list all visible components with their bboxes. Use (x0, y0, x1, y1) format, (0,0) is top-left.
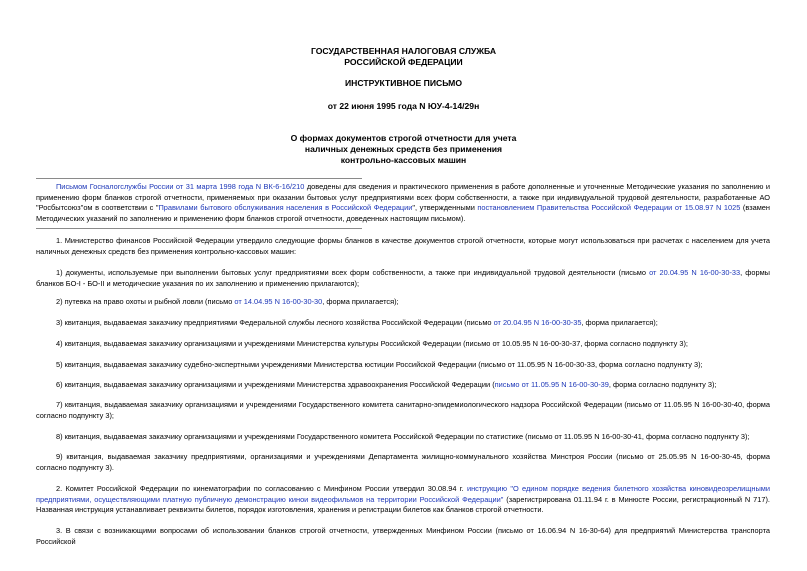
editorial-note (36, 182, 770, 224)
item-1-link[interactable]: от 20.04.95 N 16-00-30-33 (649, 268, 741, 277)
paragraph-item-8: 8) квитанция, выдаваемая заказчику организациями и учреждениями Государственного комитета Российской Федерации по статистике (письмо от 11.05.95 N 16-00-30-41, форма согласно подпункту 3); (56, 432, 750, 441)
paragraph-item-5: 5) квитанция, выдаваемая заказчику судебно-экспертными учреждениями Министерства юстиции Российской Федерации (письмо от 11.05.95 N 16-00-30-33, форма согласно подпункту 3); (56, 360, 703, 369)
agency-name (0, 46, 807, 68)
paragraph-item-3 (36, 318, 770, 329)
item-6-link[interactable]: письмо от 11.05.95 N 16-00-30-39 (494, 380, 609, 389)
note-text-1: доведены для сведения и практического применения в работе дополненные и уточненные Методические указания по заполнению и применению форм бланков строгой отчетности, применяемых при оказании бытовых услуг предприятиями всех форм собственности, а также при индивидуальной трудовой деятельности, разработанные АО "Росбытсоюз"ом в соответствии с " (36, 182, 770, 213)
paragraph-item-1 (36, 268, 770, 289)
item-6-text-a: 6) квитанция, выдаваемая заказчику организациями и учреждениями Министерства здравоохранения Российской Федерации ( (56, 380, 495, 389)
item-2-text-b: , форма прилагается); (322, 297, 399, 306)
note-top-divider (36, 178, 362, 179)
item-1-text-b: , формы бланков БО-I - БО-II и методические указания по их заполнению и применению прилагаются); (36, 268, 770, 288)
doc-date-text: от 22 июня 1995 года N ЮУ-4-14/29н (327, 101, 480, 111)
doc-title-line-2: наличных денежных средств без применения (304, 144, 503, 154)
doc-date (0, 101, 807, 112)
item-3-link[interactable]: от 20.04.95 N 16-00-30-35 (493, 318, 582, 327)
note-link-decree[interactable]: постановлением Правительства Российской Федерации от 15.08.97 N 1025 (477, 203, 741, 213)
item-3-text-b: , форма прилагается); (581, 318, 658, 327)
item-3-text-a: 3) квитанция, выдаваемая заказчику предприятиями Федеральной службы лесного хозяйства Российской Федерации (письмо (56, 318, 494, 327)
item-2-link[interactable]: от 14.04.95 N 16-00-30-30 (234, 297, 323, 306)
note-bottom-divider (36, 228, 362, 229)
item-2-text-a: 2) путевка на право охоты и рыбной ловли (письмо (56, 297, 235, 306)
agency-line-1: ГОСУДАРСТВЕННАЯ НАЛОГОВАЯ СЛУЖБА (310, 46, 497, 56)
note-text-3: (взамен Методических указаний по заполнению и применению форм бланков строгой отчетности, доведенных настоящим письмом). (36, 203, 770, 223)
doc-title-line-3: контрольно-кассовых машин (340, 155, 467, 165)
paragraph-item-7: 7) квитанция, выдаваемая заказчику организациями и учреждениями Государственного комитета санитарно-эпидемиологического надзора Российской Федерации (письмо от 11.05.95 N 16-00-30-40, форма согласно подпункту 3); (36, 400, 770, 420)
paragraph-2-link[interactable]: инструкцию "О едином порядке ведения билетного хозяйства киновидеозрелищными предприятиями, осуществляющими платную публичную демонстрацию кинои видеофильмов на территории Российской Федерации" (36, 484, 770, 504)
agency-line-2: РОССИЙСКОЙ ФЕДЕРАЦИИ (344, 57, 463, 67)
paragraph-item-2 (36, 297, 770, 308)
doc-title-line-1: О формах документов строгой отчетности для учета (290, 133, 517, 143)
doc-title (0, 133, 807, 166)
note-text-2: ", утвержденными (412, 203, 478, 213)
doc-type (0, 78, 807, 89)
paragraph-1: 1. Министерство финансов Российской Федерации утвердило следующие формы бланков в качестве документов строгой отчетности, которые могут использоваться при расчетах с населением для учета наличных денежных средств без применения контрольно-кассовых машин: (36, 236, 770, 256)
paragraph-item-6 (36, 380, 770, 391)
paragraph-item-4: 4) квитанция, выдаваемая заказчику организациями и учреждениями Министерства культуры Российской Федерации (письмо от 10.05.95 N 16-00-30-37, форма согласно подпункту 3); (56, 339, 688, 348)
paragraph-2-text-b: (зарегистрирована 01.11.94 г. в Минюсте России, регистрационный N 717). Названная инструкция устанавливает реквизиты билетов, порядок изготовления, хранения и регистрации билетов как бланков строгой отчетности. (36, 494, 770, 515)
paragraph-2-text-a: 2. Комитет Российской Федерации по кинематографии по согласованию с Минфином России утвердил 30.08.94 г. (56, 484, 467, 493)
paragraph-item-9: 9) квитанция, выдаваемая заказчику предприятиями, организациями и учреждениями Департамента жилищно-коммунального хозяйства Минстроя России (письмо от 25.05.95 N 16-00-30-45, форма согласно подпункту 3). (36, 452, 770, 472)
paragraph-2 (36, 484, 770, 516)
item-1-text-a: 1) документы, используемые при выполнении бытовых услуг предприятиями всех форм собственности, а также при индивидуальной трудовой деятельности (письмо (56, 268, 650, 277)
note-link-rules[interactable]: Правилами бытового обслуживания населения в Российской Федерации (158, 203, 413, 213)
item-6-text-b: , форма согласно подпункту 3); (608, 380, 717, 389)
doc-type-text: ИНСТРУКТИВНОЕ ПИСЬМО (344, 78, 463, 88)
note-link-letter[interactable]: Письмом Госналогслужбы России от 31 марта 1998 года N ВК-6-16/210 (56, 182, 305, 191)
paragraph-3: 3. В связи с возникающими вопросами об использовании бланков строгой отчетности, утвержденных Минфином России (письмо от 16.06.94 N 16-30-64) для предприятий Министерства транспорта Российской (36, 526, 770, 546)
